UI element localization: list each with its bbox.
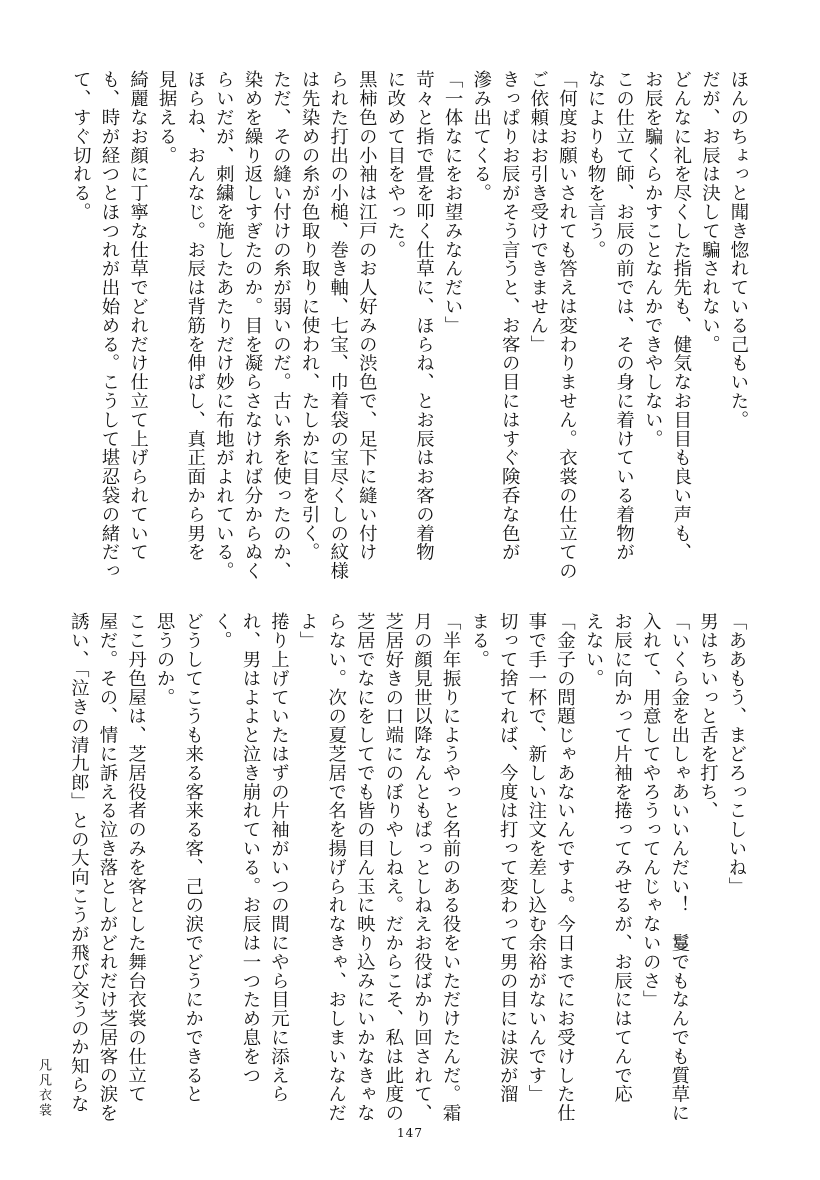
text-column: どんなに礼を尽くした指先も、健気なお目目も良い声も、: [670, 70, 692, 562]
text-column: 事で手一杯で、新しい注文を差し込む余裕がないんです」: [525, 612, 547, 1104]
text-column: どうしてこうも来る客来る客、己の涙でどうにかできると: [182, 612, 204, 1104]
text-column: 「半年振りにようやっと名前のある役をいただけたんだ。霜: [440, 612, 462, 1123]
text-column: も、時が経つとほつれが出始める。こうして堪忍袋の緒だっ: [98, 70, 120, 581]
page-number: 147: [397, 1126, 423, 1140]
text-column: 月の顔見世以降なんともぱっとしねえお役ばかり回されて、: [411, 612, 433, 1123]
text-block-bottom: [68, 612, 750, 1123]
text-block-top: [70, 70, 752, 581]
text-column: 滲み出てくる。: [470, 70, 492, 203]
text-column: なによりも物を言う。: [585, 70, 607, 259]
text-column: 「ああもう、まどろっこしいね」: [726, 612, 747, 896]
text-column: 「金子の問題じゃあないんですよ。今日までにお受けした仕: [554, 612, 576, 1123]
text-column: られた打出の小槌、巻き軸、七宝、巾着袋の宝尽くしの紋様: [327, 70, 349, 581]
text-column: 芝居でなにをしてでも皆の目ん玉に映り込みにいかなきゃな: [354, 612, 376, 1123]
text-column: れ、男はよよと泣き崩れている。お辰は一つため息をつ: [239, 612, 261, 1085]
text-column: 捲り上げていたはずの片袖がいつの間にやら目元に添えら: [268, 612, 290, 1104]
text-column: お辰に向かって片袖を捲ってみせるが、お辰にはてんで応: [611, 612, 633, 1104]
text-column: 芝居好きの口端にのぼりやしねえ。だからこそ、私は此度の: [382, 612, 404, 1123]
text-column: らいだが、刺繍を施したあたりだけ妙に布地がよれている。: [213, 70, 235, 581]
text-column: 思うのか。: [154, 612, 176, 707]
text-column: この仕立て師、お辰の前では、その身に着けている着物が: [613, 70, 635, 562]
text-column: お辰を騙くらかすことなんかできやしない。: [642, 70, 664, 448]
text-column: ここ丹色屋は、芝居役者のみを客とした舞台衣裳の仕立て: [125, 612, 147, 1104]
text-column: ほんのちょっと聞き惚れている己もいた。: [728, 70, 749, 430]
text-column: きっぱりお辰がそう言うと、お客の目にはすぐ険呑な色が: [499, 70, 521, 562]
text-column: ただ、その縫い付けの糸が弱いのだ。古い糸を使ったのか、: [270, 70, 292, 581]
text-column: だが、お辰は決して騙されない。: [699, 70, 721, 354]
text-column: えない。: [583, 612, 605, 688]
text-column: て、すぐ切れる。: [70, 70, 92, 222]
text-column: よ」: [297, 612, 319, 650]
text-column: に改めて目をやった。: [384, 70, 406, 259]
text-column: ほらね、おんなじ。お辰は背筋を伸ばし、真正面から男を: [184, 70, 206, 562]
text-column: は先染めの糸が色取り取りに使われ、たしかに目を引く。: [299, 70, 321, 562]
text-column: 誘い、「泣きの清九郎」との大向こうが飛び交うのか知らな: [68, 612, 90, 1114]
text-column: 「何度お願いされても答えは変わりません。衣裳の仕立ての: [556, 70, 578, 581]
text-column: 切って捨てれば、今度は打って変わって男の目には涙が溜: [497, 612, 519, 1104]
text-column: 苛々と指で畳を叩く仕草に、ほらね、とお辰はお客の着物: [413, 70, 435, 562]
text-column: く。: [211, 612, 233, 650]
running-head: 凡凡衣裳: [36, 1058, 51, 1118]
text-column: ご依頼はお引き受けできません」: [527, 70, 549, 354]
text-column: 入れて、用意してやろうってんじゃないのさ」: [640, 612, 662, 1009]
text-column: 男はちいっと舌を打ち、: [697, 612, 719, 820]
text-column: まる。: [468, 612, 490, 669]
text-column: 見据える。: [156, 70, 178, 165]
text-column: 「いくら金を出しゃあいいんだい！ 鬘でもなんでも質草に: [668, 612, 690, 1123]
text-column: 「一体なにをお望みなんだい」: [442, 70, 464, 335]
text-column: 屋だ。その、情に訴える泣き落としがどれだけ芝居客の涙を: [96, 612, 118, 1123]
text-column: 綺麗なお顔に丁寧な仕草でどれだけ仕立て上げられていて: [127, 70, 149, 562]
text-column: 黒柿色の小袖は江戸のお人好みの渋色で、足下に縫い付け: [356, 70, 378, 562]
text-column: 染めを繰り返しすぎたのか。目を凝らさなければ分からぬく: [241, 70, 263, 581]
text-column: らない。次の夏芝居で名を揚げられなきゃ、おしまいなんだ: [325, 612, 347, 1123]
